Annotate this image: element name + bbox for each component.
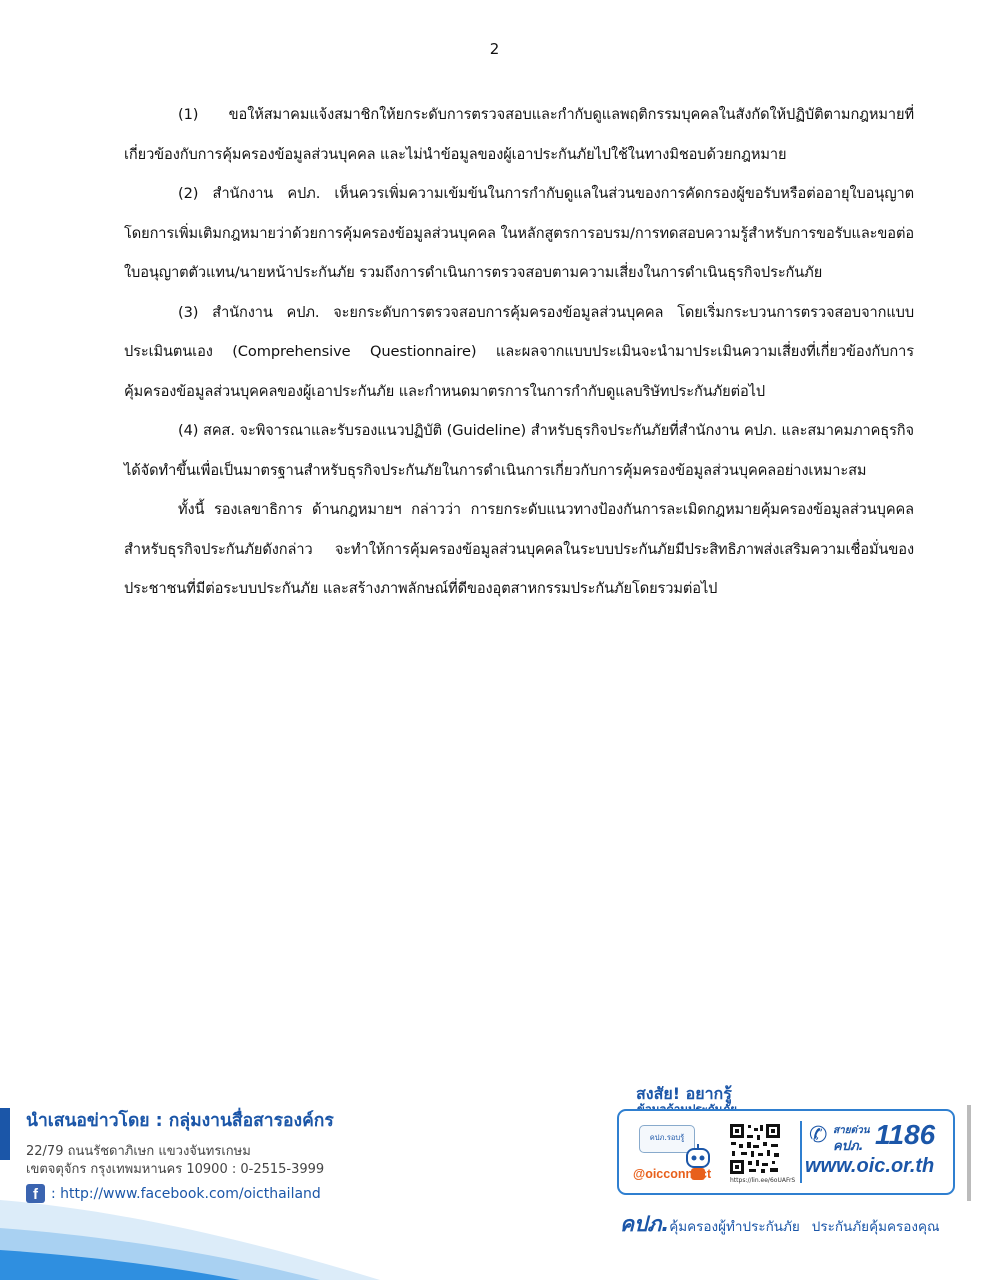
hotline-label: สายด่วน xyxy=(833,1125,870,1136)
address-line-1: 22/79 ถนนรัชดาภิเษก แขวงจันทรเกษม xyxy=(26,1144,251,1159)
app-badge-label: คปภ.รอบรู้ xyxy=(649,1133,685,1142)
facebook-url[interactable]: : http://www.facebook.com/oicthailand xyxy=(51,1185,321,1202)
phone-icon: ✆ xyxy=(809,1123,828,1148)
hotline-org: คปภ. xyxy=(833,1139,864,1154)
oic-logo: คปภ. xyxy=(620,1212,670,1236)
paragraph-5: ทั้งนี้ รองเลขาธิการ ด้านกฎหมายฯ กล่าวว่า การยกระดับแนวทางป้องกันการละเมิดกฎหมายคุ้มครองข้อมูลส่วนบุคคล สำหรับธุรกิจประกันภัยดังกล่าว จะทำให้การคุ้มครองข้อมูลส่วนบุคคลในระบบประกันภัยมีประสิทธิภาพส่งเสริมความเชื่อมั่นของประชาชนที่มีต่อระบบประกันภัย และสร้างภาพลักษณ์ที่ดีของอุตสาหกรรมประกันภัยโดยรวมต่อไป xyxy=(124,501,914,597)
contact-info-box xyxy=(617,1109,955,1195)
oic-logo-tagline xyxy=(620,1208,940,1241)
footer-contact xyxy=(0,1100,420,1280)
oic-connect-label[interactable]: @oicconnect xyxy=(633,1167,712,1181)
paragraph-2: (2) สำนักงาน คปภ. เห็นควรเพิ่มความเข้มข้นในการกำกับดูแลในส่วนของการคัดกรองผู้ขอรับหรือต่ออายุใบอนุญาต โดยการเพิ่มเติมกฎหมายว่าด้วยการคุ้มครองข้อมูลส่วนบุคคล ในหลักสูตรการอบรม/การทดสอบความรู้สำหรับการขอรับและขอต่อใบอนุญาตตัวแทน/นายหน้าประกันภัย รวมถึงการดำเนินการตรวจสอบตามความเสี่ยงในการดำเนินธุรกิจประกันภัย xyxy=(124,185,914,281)
box-accent-bar xyxy=(967,1105,971,1201)
tagline-1: คุ้มครองผู้ทำประกันภัย xyxy=(669,1219,800,1235)
paragraph-4: (4) สคส. จะพิจารณาและรับรองแนวปฏิบัติ (Guideline) สำหรับธุรกิจประกันภัยที่สำนักงาน คปภ. และสมาคมภาคธุรกิจได้จัดทำขึ้นเพื่อเป็นมาตรฐานสำหรับธุรกิจประกันภัยในการดำเนินการเกี่ยวกับการคุ้มครองข้อมูลส่วนบุคคลอย่างเหมาะสม xyxy=(124,422,914,479)
paragraph-1: (1) ขอให้สมาคมแจ้งสมาชิกให้ยกระดับการตรวจสอบและกำกับดูแลพฤติกรรมบุคคลในสังกัดให้ปฏิบัติตามกฎหมายที่เกี่ยวข้องกับการคุ้มครองข้อมูลส่วนบุคคล และไม่นำข้อมูลของผู้เอาประกันภัยไปใช้ในทางมิชอบด้วยกฎหมาย xyxy=(124,106,914,163)
tagline-2: ประกันภัยคุ้มครองคุณ xyxy=(811,1219,940,1235)
document-body xyxy=(124,95,914,609)
website-link[interactable]: www.oic.or.th xyxy=(805,1155,935,1177)
page-number: 2 xyxy=(489,40,500,58)
hotline-number[interactable]: 1186 xyxy=(875,1119,936,1150)
box-divider xyxy=(800,1121,802,1183)
presenter-credit: นำเสนอข่าวโดย : กลุ่มงานสื่อสารองค์กร xyxy=(26,1111,334,1131)
paragraph-3: (3) สำนักงาน คปภ. จะยกระดับการตรวจสอบการคุ้มครองข้อมูลส่วนบุคคล โดยเริ่มกระบวนการตรวจสอบจากแบบประเมินตนเอง (Comprehensive Questionnaire) และผลจากแบบประเมินจะนำมาประเมินความเสี่ยงที่เกี่ยวข้องกับการคุ้มครองข้อมูลส่วนบุคคลของผู้เอาประกันภัย และกำหนดมาตรการในการกำกับดูแลบริษัทประกันภัยต่อไป xyxy=(124,303,914,400)
doubt-title: สงสัย! อยากรู้ xyxy=(636,1084,732,1103)
facebook-icon: f xyxy=(26,1184,45,1203)
address-line-2: เขตจตุจักร กรุงเทพมหานคร 10900 : 0-2515-3999 xyxy=(26,1162,325,1177)
facebook-link[interactable] xyxy=(26,1184,321,1203)
qr-code-icon[interactable] xyxy=(729,1123,781,1175)
qr-link-text[interactable]: https://lin.ee/6oUAFrS xyxy=(730,1177,796,1184)
